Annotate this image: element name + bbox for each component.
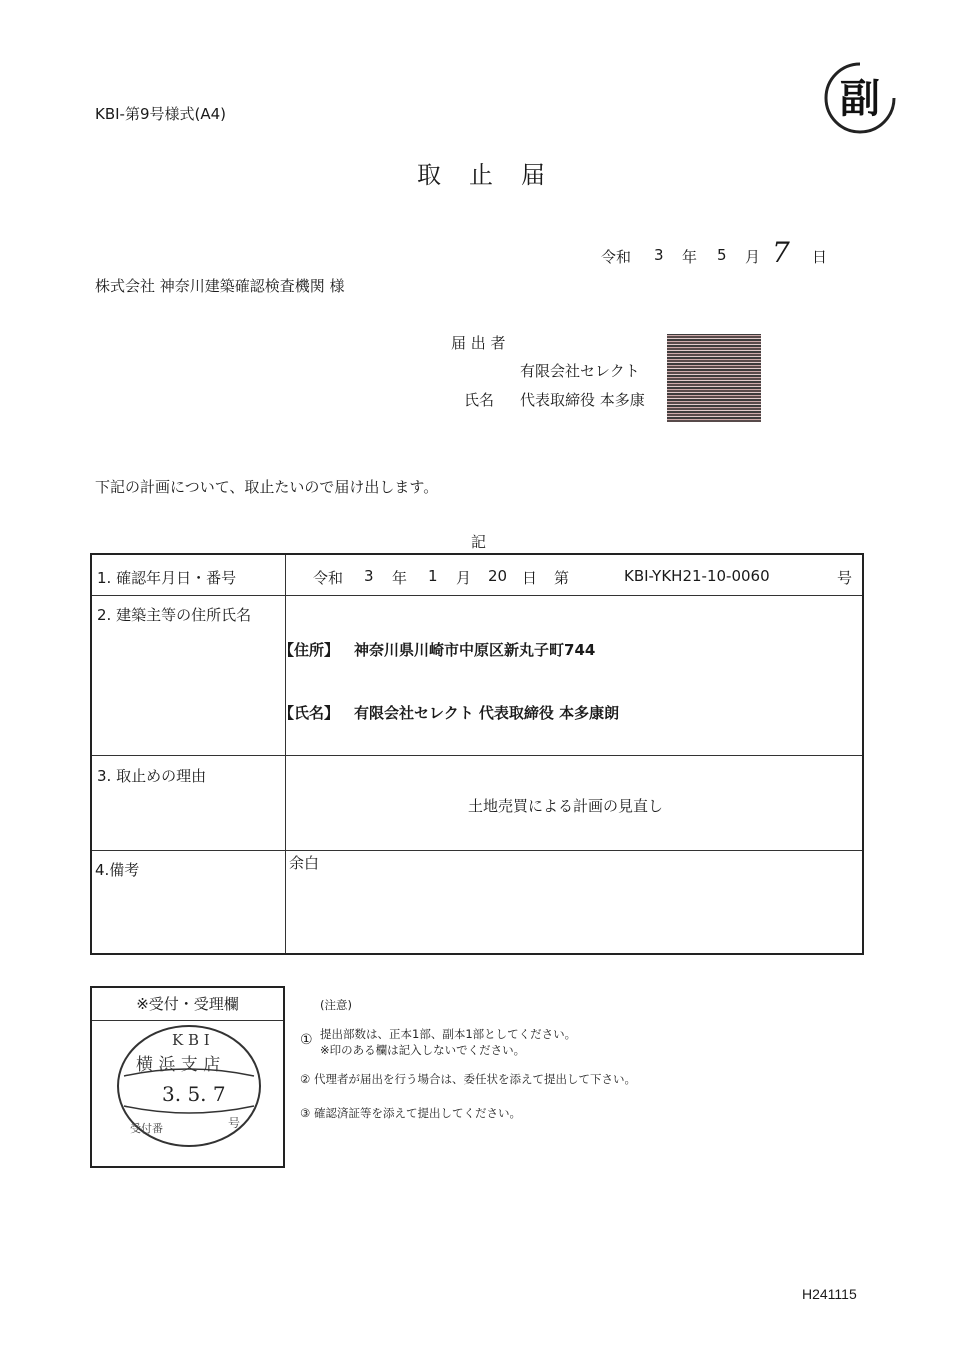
row1-label: 1. 確認年月日・番号 [97,569,237,587]
notifier-name: 代表取締役 本多康 [520,391,645,409]
stamp-go-label: 号 [228,1116,241,1130]
date-day: 7 [772,236,790,269]
stamp-branch-text: 横 浜 支 店 [136,1055,221,1075]
notifier-name-label: 氏名 [464,391,495,409]
intro-text: 下記の計画について、取止たいので届け出します。 [95,478,439,496]
svg-text:副: 副 [840,75,880,122]
form-code: KBI-第9号様式(A4) [95,105,227,123]
confirmation-number: KBI-YKH21-10-0060 [624,567,770,585]
date-year-unit: 年 [682,248,698,266]
row1-year: 3 [364,567,374,585]
stamp-receipt-label: 受付番 [130,1122,163,1135]
remark-value: 余白 [289,854,320,872]
reception-header: ※受付・受理欄 [92,988,283,1021]
row1-month-unit: 月 [456,569,472,587]
row1-day-unit: 日 [522,569,538,587]
row1-year-unit: 年 [392,569,408,587]
note3: ③ 確認済証等を添えて提出してください。 [300,1106,521,1120]
address-tag: 【住所】 [279,641,340,659]
date-month-unit: 月 [745,248,761,266]
reception-box [90,986,285,1168]
date-era: 令和 [601,248,632,266]
table-row-divider [92,850,862,851]
cancellation-reason: 土地売買による計画の見直し [468,797,664,815]
row1-era: 令和 [313,569,344,587]
table-column-divider [285,555,286,953]
document-title: 取 止 届 [417,161,547,189]
row1-day: 20 [488,567,508,585]
notes-heading: (注意) [320,998,352,1012]
ki-label: 記 [471,533,487,551]
table-row-divider [92,595,862,596]
date-year: 3 [654,246,664,264]
notifier-company: 有限会社セレクト [520,362,640,380]
table-row-divider [92,755,862,756]
name-value: 有限会社セレクト 代表取締役 本多康朗 [354,704,620,722]
address-value: 神奈川県川崎市中原区新丸子町744 [354,641,596,659]
row4-label: 4.備考 [95,861,140,879]
addressee: 株式会社 神奈川建築確認検査機関 様 [95,277,345,295]
redacted-seal [667,334,761,422]
note2: ② 代理者が届出を行う場合は、委任状を添えて提出して下さい。 [300,1072,636,1086]
note1-line2: ※印のある欄は記入しないでください。 [320,1043,526,1057]
note1-line1: 提出部数は、正本1部、副本1部としてください。 [320,1027,577,1041]
note1-mark: ① [300,1032,313,1048]
row2-label: 2. 建築主等の住所氏名 [97,606,252,624]
fuku-stamp-icon [820,58,900,138]
row1-dai: 第 [554,569,570,587]
row3-label: 3. 取止めの理由 [97,767,207,785]
row1-go: 号 [837,569,853,587]
stamp-kbi-text: K B I [172,1031,210,1049]
footer-code: H241115 [802,1286,857,1302]
name-tag: 【氏名】 [279,704,340,722]
notifier-label: 届 出 者 [451,334,506,352]
row1-month: 1 [428,567,438,585]
date-day-unit: 日 [812,248,828,266]
details-table [90,553,864,955]
date-month: 5 [717,246,727,264]
stamp-date-text: 3. 5. 7 [162,1082,226,1106]
